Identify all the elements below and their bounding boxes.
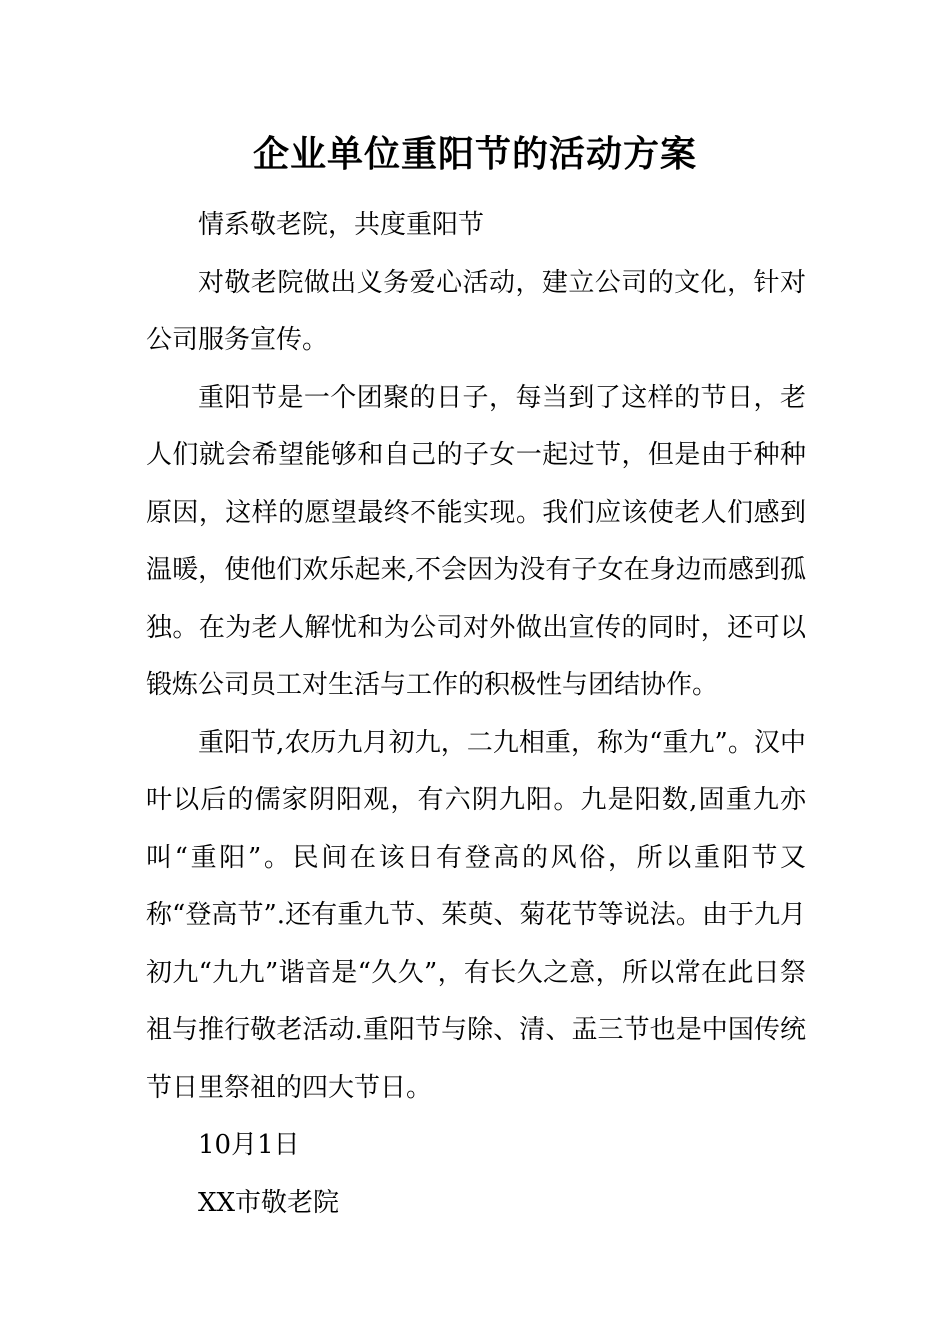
date-line: 10月1日 (198, 1130, 300, 1160)
document-body (146, 197, 806, 1232)
history-paragraph: 重阳节,农历九月初九，二九相重，称为“重九”。汉中叶以后的儒家阴阳观，有六阴九阳。九是阳数,固重九亦叫“重阳”。民间在该日有登高的风俗，所以重阳节又称“登高节”.还有重九节、茱萸、菊花节等说法。由于九月初九“九九”谐音是“久久”，有长久之意，所以常在此日祭祖与推行敬老活动.重阳节与除、清、盂三节也是中国传统节日里祭祖的四大节日。 (146, 727, 806, 1103)
document-title: 企业单位重阳节的活动方案 (252, 133, 697, 175)
background-paragraph: 重阳节是一个团聚的日子，每当到了这样的节日，老人们就会希望能够和自己的子女一起过节，但是由于种种原因，这样的愿望最终不能实现。我们应该使老人们感到温暖，使他们欢乐起来,不会因为没有子女在身边而感到孤独。在为老人解忧和为公司对外做出宣传的同时，还可以锻炼公司员工对生活与工作的积极性与团结协作。 (146, 382, 806, 700)
subtitle-paragraph: 情系敬老院，共度重阳节 (198, 210, 485, 240)
purpose-paragraph: 对敬老院做出义务爱心活动，建立公司的文化，针对公司服务宣传。 (146, 267, 806, 355)
signature-line: XX市敬老院 (198, 1187, 340, 1218)
